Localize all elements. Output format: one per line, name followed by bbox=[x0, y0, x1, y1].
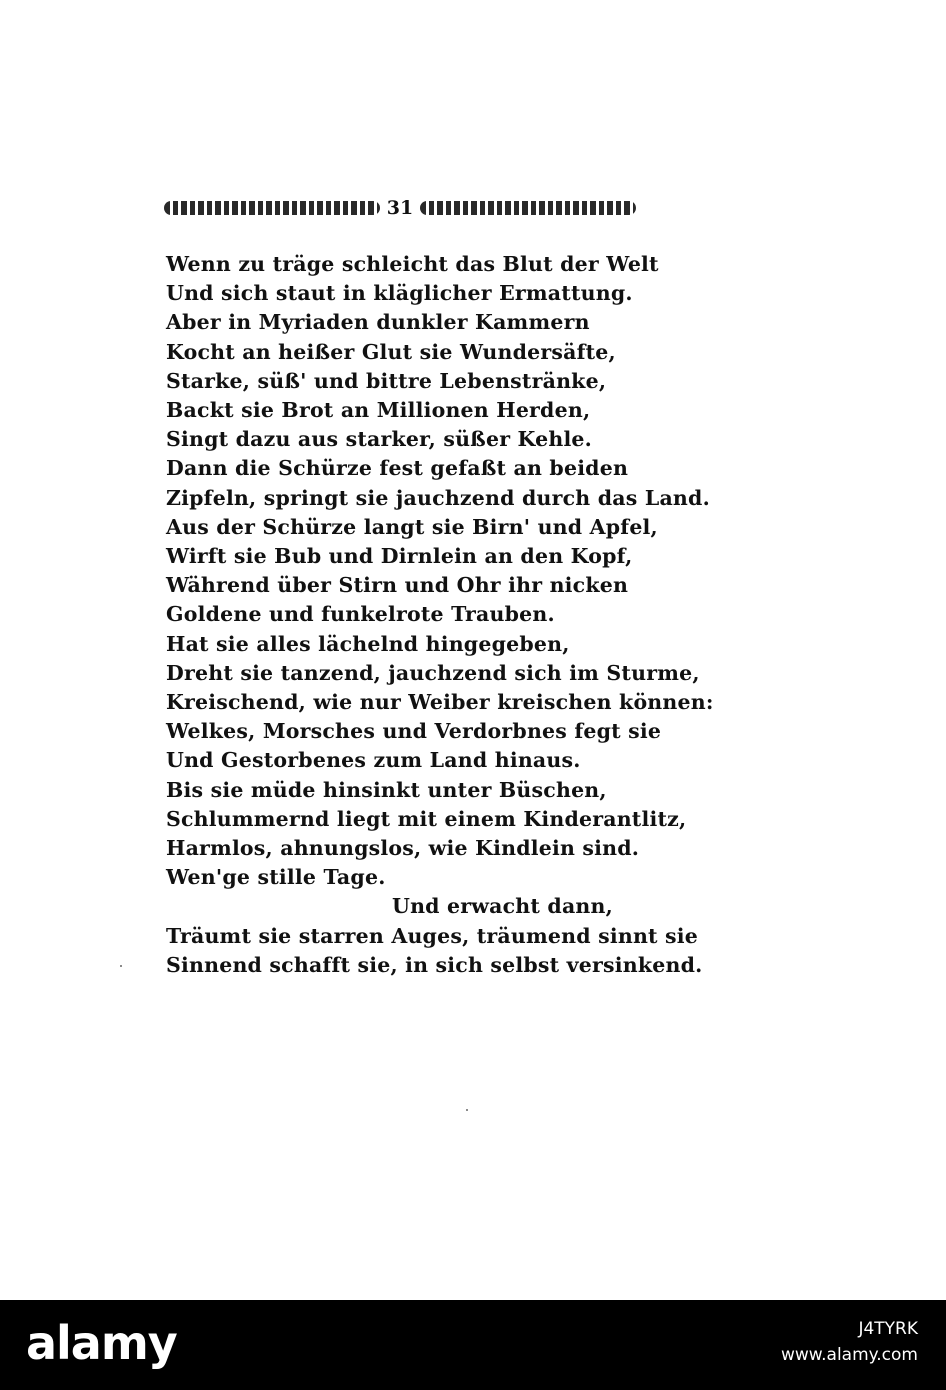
print-speck bbox=[120, 965, 122, 967]
poem-line: Während über Stirn und Ohr ihr nicken bbox=[166, 573, 629, 598]
poem-line: Schlummernd liegt mit einem Kinderantlitz, bbox=[166, 806, 687, 831]
poem-text bbox=[166, 250, 714, 980]
ornament-right-icon bbox=[420, 201, 636, 215]
poem-line: Und sich staut in kläglicher Ermattung. bbox=[166, 281, 633, 306]
poem-line: Welkes, Morsches und Verdorbnes fegt sie bbox=[166, 719, 662, 744]
poem-line-indented: Und erwacht dann, bbox=[392, 894, 613, 919]
site-url: www.alamy.com bbox=[780, 1345, 918, 1365]
poem-line: Bis sie müde hinsinkt unter Büschen, bbox=[166, 777, 607, 802]
poem-line: Goldene und funkelrote Trauben. bbox=[166, 602, 555, 627]
poem-line: Träumt sie starren Auges, träumend sinnt sie bbox=[166, 923, 699, 948]
poem-line: Wen'ge stille Tage. bbox=[166, 865, 386, 890]
poem-line: Aus der Schürze langt sie Birn' und Apfel, bbox=[166, 514, 658, 539]
alamy-logo: alamy bbox=[26, 1316, 177, 1370]
poem-line: Aber in Myriaden dunkler Kammern bbox=[166, 310, 590, 335]
image-id: J4TYRK bbox=[858, 1319, 918, 1339]
stock-info bbox=[781, 1316, 918, 1368]
poem-line: Sinnend schafft sie, in sich selbst versinkend. bbox=[166, 952, 703, 977]
page-number: 31 bbox=[386, 197, 414, 219]
poem-line: Zipfeln, springt sie jauchzend durch das Land. bbox=[166, 485, 710, 510]
poem-line: Dreht sie tanzend, jauchzend sich im Sturme, bbox=[166, 660, 700, 685]
poem-line: Dann die Schürze fest gefaßt an beiden bbox=[166, 456, 629, 481]
poem-line: Kocht an heißer Glut sie Wundersäfte, bbox=[166, 339, 616, 364]
poem-line: Backt sie Brot an Millionen Herden, bbox=[166, 398, 591, 423]
watermark-banner bbox=[0, 1300, 946, 1390]
running-header bbox=[164, 196, 636, 220]
poem-line: Singt dazu aus starker, süßer Kehle. bbox=[166, 427, 593, 452]
poem-line: Wenn zu träge schleicht das Blut der Welt bbox=[166, 252, 659, 276]
poem-line: Und Gestorbenes zum Land hinaus. bbox=[166, 748, 581, 773]
print-speck bbox=[466, 1109, 468, 1111]
poem-line: Harmlos, ahnungslos, wie Kindlein sind. bbox=[166, 836, 640, 861]
poem-line: Hat sie alles lächelnd hingegeben, bbox=[166, 631, 570, 656]
poem-line: Kreischend, wie nur Weiber kreischen können: bbox=[166, 690, 714, 715]
poem-line: Starke, süß' und bittre Lebenstränke, bbox=[166, 368, 607, 393]
poem-line: Wirft sie Bub und Dirnlein an den Kopf, bbox=[166, 544, 633, 569]
ornament-left-icon bbox=[164, 201, 380, 215]
